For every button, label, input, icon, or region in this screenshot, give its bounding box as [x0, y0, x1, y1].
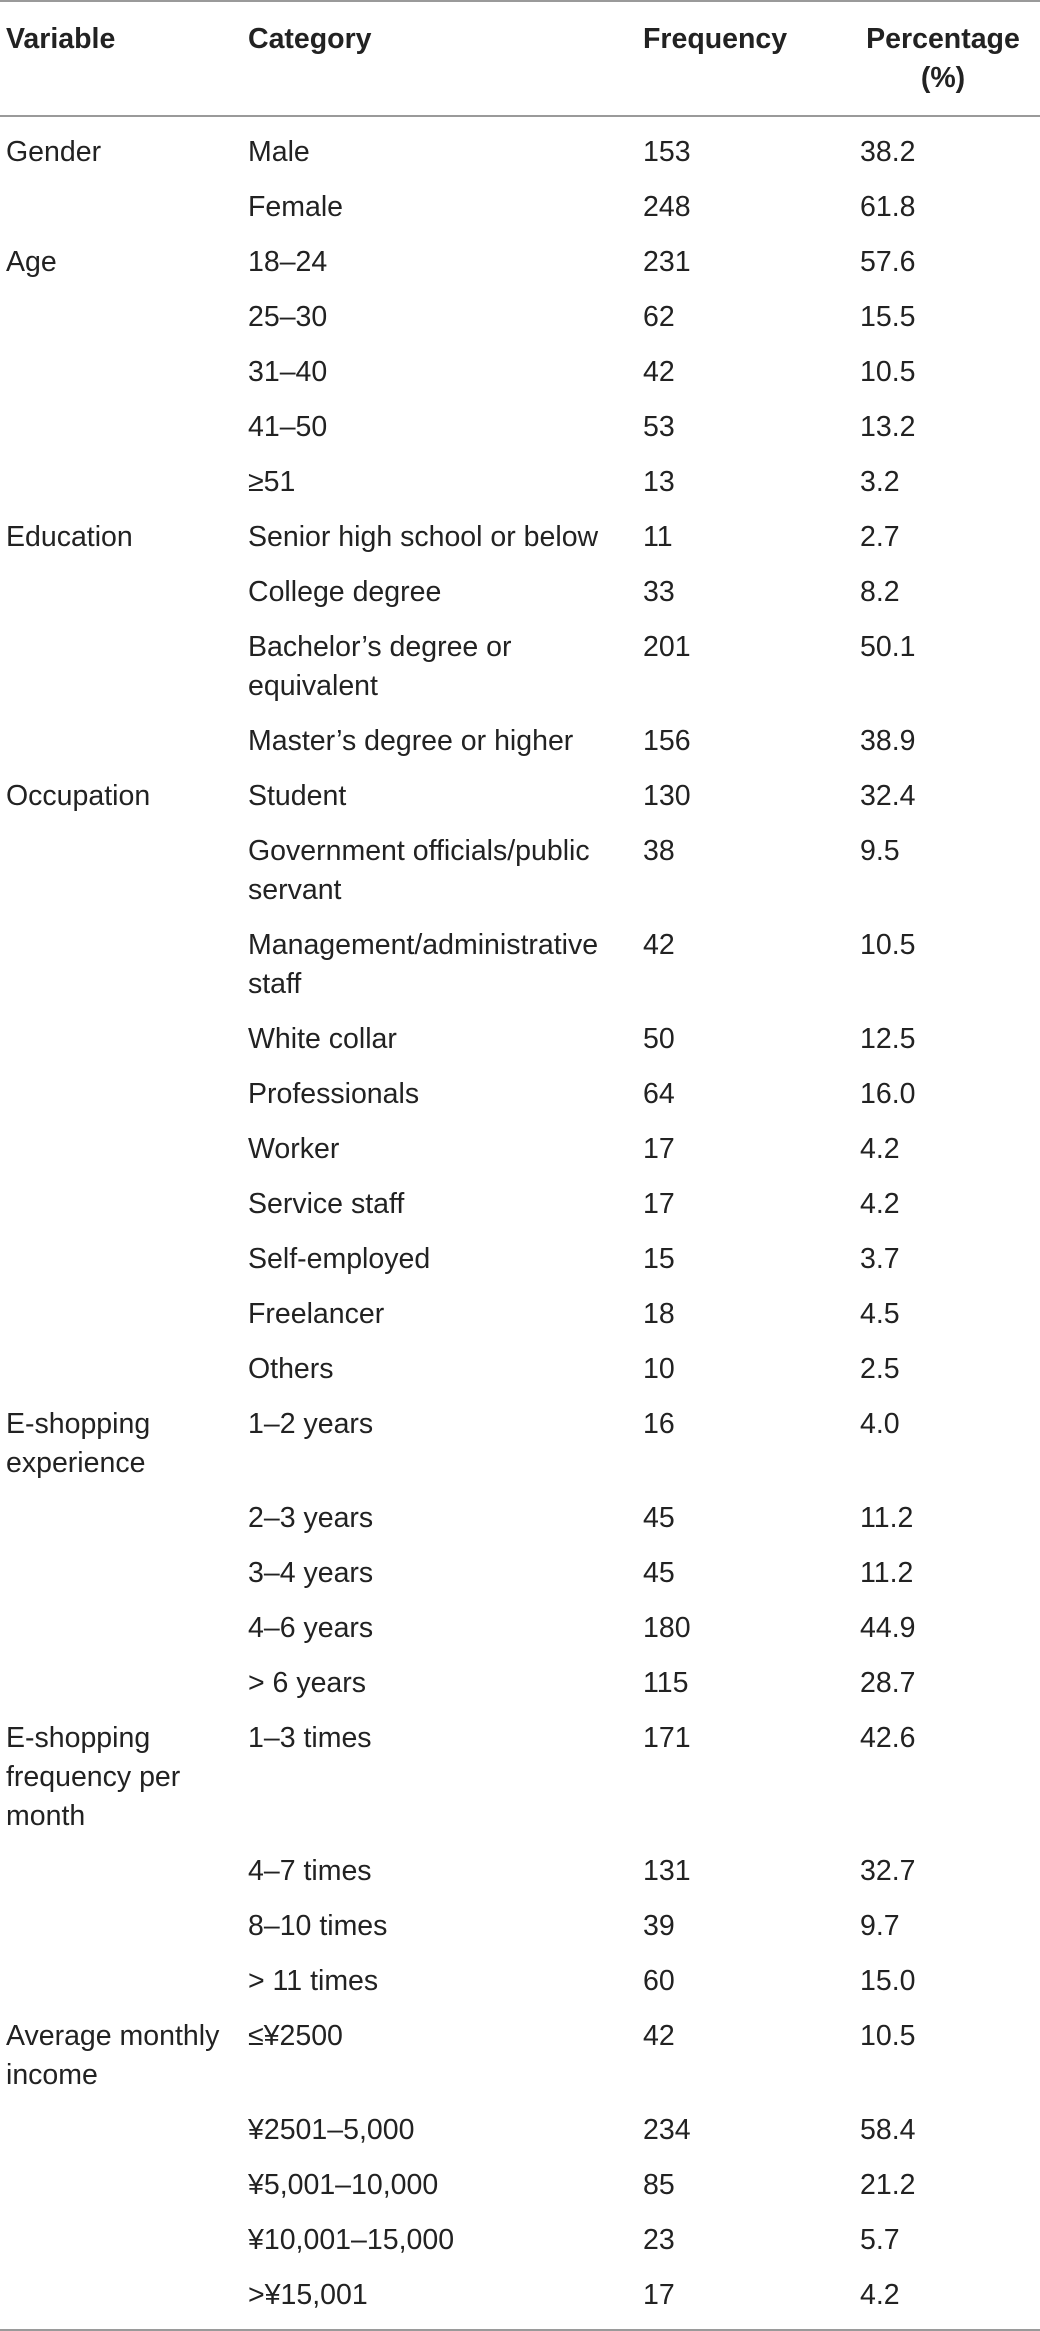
cell-category: Government officials/public servant [248, 835, 590, 906]
cell-variable [0, 1287, 248, 1342]
cell-percentage: 50.1 [860, 631, 916, 663]
cell-percentage: 2.7 [860, 521, 900, 553]
cell-percentage: 4.2 [860, 1133, 900, 1165]
cell-frequency: 231 [643, 246, 691, 278]
cell-category: > 11 times [248, 1965, 379, 1997]
cell-variable: Education [6, 521, 133, 553]
cell-frequency: 23 [643, 2224, 675, 2256]
cell-frequency: 53 [643, 411, 675, 443]
cell-category: Professionals [248, 1078, 420, 1110]
cell-percentage: 38.2 [860, 136, 916, 168]
cell-percentage: 3.7 [860, 1243, 900, 1275]
cell-variable: Age [6, 246, 57, 278]
cell-percentage: 4.5 [860, 1298, 900, 1330]
table-row [0, 290, 1040, 345]
cell-category: 1–2 years [248, 1408, 374, 1440]
cell-variable [0, 1177, 248, 1232]
cell-variable [0, 455, 248, 510]
cell-category: 3–4 years [248, 1557, 374, 1589]
table-row [0, 1844, 1040, 1899]
table-row [0, 824, 1040, 918]
cell-variable [0, 918, 248, 1012]
header-percentage-unit: (%) [920, 62, 966, 94]
cell-category: Student [248, 780, 347, 812]
cell-category: 4–7 times [248, 1855, 372, 1887]
cell-frequency: 180 [643, 1612, 691, 1644]
cell-variable [0, 1601, 248, 1656]
cell-variable [0, 1342, 248, 1397]
cell-category: Female [248, 191, 344, 223]
table-row [0, 1122, 1040, 1177]
cell-percentage: 57.6 [860, 246, 916, 278]
cell-percentage: 44.9 [860, 1612, 916, 1644]
cell-category: Others [248, 1353, 334, 1385]
cell-category: Freelancer [248, 1298, 385, 1330]
table-row [0, 2103, 1040, 2158]
cell-percentage: 4.2 [860, 2279, 900, 2311]
cell-percentage: 32.4 [860, 780, 916, 812]
cell-frequency: 42 [643, 356, 675, 388]
cell-percentage: 10.5 [860, 929, 916, 961]
cell-frequency: 16 [643, 1408, 675, 1440]
cell-variable: Occupation [6, 780, 151, 812]
table-row [0, 1397, 1040, 1491]
header-category: Category [248, 23, 372, 55]
cell-variable [0, 290, 248, 345]
cell-frequency: 15 [643, 1243, 675, 1275]
cell-category: Male [248, 136, 310, 168]
cell-variable [0, 1122, 248, 1177]
table-row [0, 510, 1040, 565]
cell-category: ¥2501–5,000 [248, 2114, 415, 2146]
cell-frequency: 153 [643, 136, 691, 168]
cell-category: 2–3 years [248, 1502, 374, 1534]
cell-percentage: 4.0 [860, 1408, 900, 1440]
cell-category: 1–3 times [248, 1722, 372, 1754]
table-row [0, 1012, 1040, 1067]
table-row [0, 235, 1040, 290]
cell-category: Management/administrative staff [248, 929, 599, 1000]
cell-percentage: 10.5 [860, 2020, 916, 2052]
cell-variable [0, 1012, 248, 1067]
table-row [0, 1954, 1040, 2009]
cell-variable: E-shopping frequency per month [6, 1722, 181, 1832]
cell-category: 25–30 [248, 301, 328, 333]
cell-percentage: 21.2 [860, 2169, 916, 2201]
cell-percentage: 2.5 [860, 1353, 900, 1385]
cell-frequency: 17 [643, 1188, 675, 1220]
cell-percentage: 3.2 [860, 466, 900, 498]
cell-frequency: 201 [643, 631, 691, 663]
cell-category: 18–24 [248, 246, 328, 278]
cell-variable [0, 2103, 248, 2158]
cell-variable [0, 824, 248, 918]
cell-category: Self-employed [248, 1243, 431, 1275]
cell-category: ¥10,001–15,000 [248, 2224, 455, 2256]
cell-category: College degree [248, 576, 442, 608]
table-row [0, 2268, 1040, 2330]
cell-percentage: 10.5 [860, 356, 916, 388]
table-row [0, 1287, 1040, 1342]
cell-variable [0, 565, 248, 620]
cell-percentage: 9.7 [860, 1910, 900, 1942]
cell-frequency: 171 [643, 1722, 691, 1754]
cell-percentage: 15.0 [860, 1965, 916, 1997]
table-row [0, 2158, 1040, 2213]
cell-frequency: 10 [643, 1353, 675, 1385]
cell-category: Bachelor’s degree or equivalent [248, 631, 512, 702]
table-row [0, 1232, 1040, 1287]
cell-variable [0, 345, 248, 400]
cell-frequency: 62 [643, 301, 675, 333]
table-row [0, 1491, 1040, 1546]
cell-percentage: 4.2 [860, 1188, 900, 1220]
cell-category: Worker [248, 1133, 340, 1165]
cell-variable [0, 714, 248, 769]
header-row [0, 1, 1040, 116]
cell-frequency: 17 [643, 2279, 675, 2311]
cell-category: 4–6 years [248, 1612, 374, 1644]
cell-variable [0, 1491, 248, 1546]
cell-frequency: 115 [643, 1667, 689, 1699]
table-row [0, 1342, 1040, 1397]
cell-frequency: 17 [643, 1133, 675, 1165]
cell-percentage: 8.2 [860, 576, 900, 608]
table-row [0, 180, 1040, 235]
cell-frequency: 248 [643, 191, 691, 223]
table-row [0, 1601, 1040, 1656]
cell-category: 8–10 times [248, 1910, 388, 1942]
header-frequency: Frequency [643, 23, 788, 55]
table-body [0, 116, 1040, 2330]
cell-category: ¥5,001–10,000 [248, 2169, 439, 2201]
table-row [0, 1546, 1040, 1601]
cell-variable [0, 1232, 248, 1287]
table-row [0, 116, 1040, 180]
table-row [0, 565, 1040, 620]
table-row [0, 1067, 1040, 1122]
cell-category: Service staff [248, 1188, 405, 1220]
cell-percentage: 28.7 [860, 1667, 916, 1699]
cell-variable [0, 180, 248, 235]
cell-frequency: 50 [643, 1023, 675, 1055]
table-row [0, 918, 1040, 1012]
cell-frequency: 156 [643, 725, 691, 757]
cell-percentage: 32.7 [860, 1855, 916, 1887]
cell-percentage: 16.0 [860, 1078, 916, 1110]
cell-category: 41–50 [248, 411, 328, 443]
table-header [0, 1, 1040, 116]
table-row [0, 1656, 1040, 1711]
cell-category: Senior high school or below [248, 521, 599, 553]
cell-percentage: 42.6 [860, 1722, 916, 1754]
cell-variable [0, 620, 248, 714]
table-row [0, 345, 1040, 400]
cell-percentage: 11.2 [860, 1557, 914, 1589]
cell-percentage: 58.4 [860, 2114, 916, 2146]
cell-frequency: 64 [643, 1078, 675, 1110]
cell-category: >¥15,001 [248, 2279, 368, 2311]
cell-percentage: 61.8 [860, 191, 916, 223]
cell-variable [0, 1656, 248, 1711]
cell-variable: Gender [6, 136, 102, 168]
table-row [0, 1899, 1040, 1954]
cell-variable: E-shopping experience [6, 1408, 151, 1479]
cell-frequency: 39 [643, 1910, 675, 1942]
header-percentage [860, 1, 1040, 116]
cell-variable [0, 1954, 248, 2009]
table-row [0, 769, 1040, 824]
header-variable: Variable [6, 23, 116, 55]
cell-frequency: 85 [643, 2169, 675, 2201]
table-row [0, 714, 1040, 769]
cell-frequency: 42 [643, 929, 675, 961]
cell-variable [0, 2213, 248, 2268]
cell-variable [0, 1067, 248, 1122]
cell-variable [0, 400, 248, 455]
cell-frequency: 45 [643, 1557, 675, 1589]
cell-percentage: 5.7 [860, 2224, 900, 2256]
table-row [0, 620, 1040, 714]
cell-frequency: 42 [643, 2020, 675, 2052]
cell-frequency: 234 [643, 2114, 691, 2146]
cell-percentage: 13.2 [860, 411, 916, 443]
cell-frequency: 13 [643, 466, 675, 498]
cell-variable [0, 2268, 248, 2330]
table-row [0, 2213, 1040, 2268]
cell-frequency: 38 [643, 835, 675, 867]
cell-frequency: 11 [643, 521, 673, 553]
cell-category: Master’s degree or higher [248, 725, 574, 757]
table-row [0, 1177, 1040, 1232]
cell-category: ≤¥2500 [248, 2020, 343, 2052]
cell-frequency: 60 [643, 1965, 675, 1997]
cell-variable: Average monthly income [6, 2020, 220, 2091]
cell-percentage: 9.5 [860, 835, 900, 867]
table-row [0, 455, 1040, 510]
cell-frequency: 33 [643, 576, 675, 608]
cell-frequency: 45 [643, 1502, 675, 1534]
table-row [0, 2009, 1040, 2103]
cell-frequency: 131 [643, 1855, 691, 1887]
cell-frequency: 18 [643, 1298, 675, 1330]
cell-variable [0, 2158, 248, 2213]
cell-category: ≥51 [248, 466, 296, 498]
cell-category: 31–40 [248, 356, 328, 388]
cell-percentage: 15.5 [860, 301, 916, 333]
cell-frequency: 130 [643, 780, 691, 812]
cell-category: > 6 years [248, 1667, 367, 1699]
cell-category: White collar [248, 1023, 397, 1055]
table-row [0, 1711, 1040, 1844]
cell-percentage: 12.5 [860, 1023, 916, 1055]
header-percentage-label: Percentage [866, 23, 1020, 55]
cell-variable [0, 1899, 248, 1954]
cell-percentage: 11.2 [860, 1502, 914, 1534]
cell-percentage: 38.9 [860, 725, 916, 757]
table-row [0, 400, 1040, 455]
cell-variable [0, 1844, 248, 1899]
cell-variable [0, 1546, 248, 1601]
